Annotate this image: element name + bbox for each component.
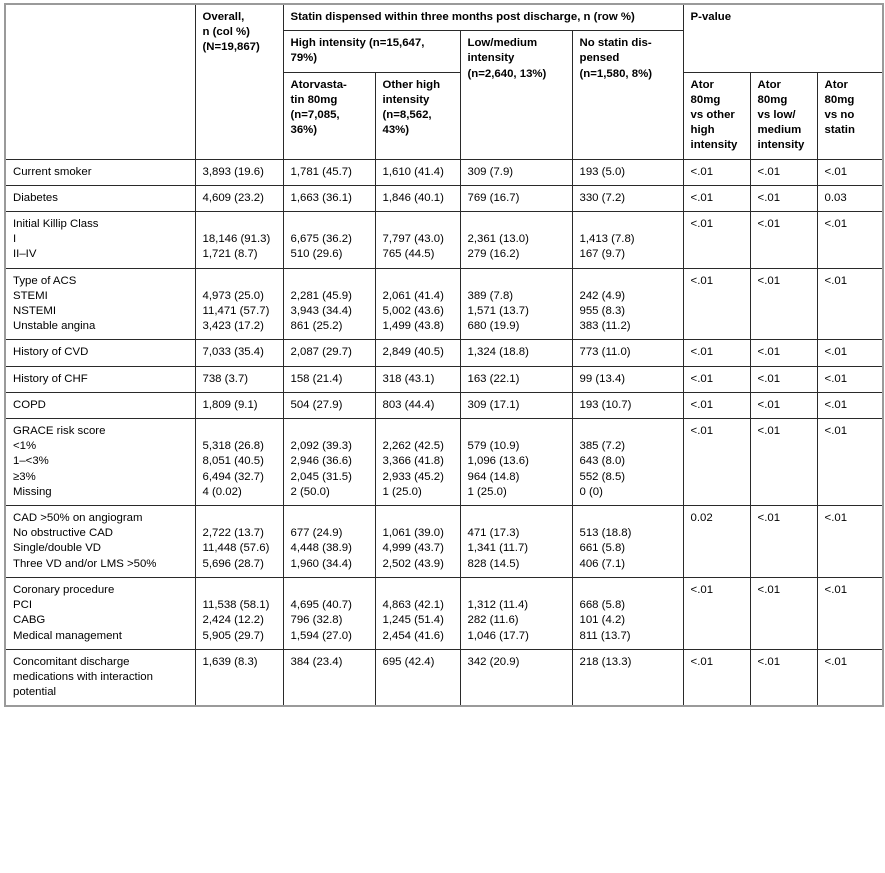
header-no-statin-dispensed bbox=[572, 31, 683, 159]
cell-line: (n=8,562, bbox=[382, 109, 432, 122]
cell-overall-initial-killip-class bbox=[195, 212, 283, 269]
cell-line: Overall, bbox=[202, 11, 245, 23]
cell-pvalue1-grace-risk-score: <.01 bbox=[683, 419, 750, 506]
cell-overall-coronary-procedure bbox=[195, 577, 283, 649]
cell-line: 773 (11.0) bbox=[579, 346, 631, 359]
cell-other-high-cad-50-on-angiogram bbox=[375, 506, 460, 578]
cell-pvalue3-grace-risk-score: <.01 bbox=[817, 419, 883, 506]
cell-line: 695 (42.4) bbox=[382, 655, 435, 668]
cell-line: 955 (8.3) bbox=[579, 305, 626, 318]
cell-line: potential bbox=[13, 686, 57, 699]
row-label-history-of-cvd bbox=[5, 340, 195, 366]
cell-pvalue3-coronary-procedure: <.01 bbox=[817, 577, 883, 649]
cell-line: 796 (32.8) bbox=[290, 614, 343, 627]
table-row bbox=[5, 159, 883, 185]
cell-line: 383 (11.2) bbox=[579, 320, 631, 333]
cell-line: medium bbox=[757, 124, 802, 137]
cell-line: COPD bbox=[13, 398, 46, 411]
cell-line: 2,092 (39.3) bbox=[290, 440, 352, 453]
cell-other-high-history-of-chf bbox=[375, 366, 460, 392]
cell-line: 552 (8.5) bbox=[579, 470, 626, 483]
row-label-initial-killip-class bbox=[5, 212, 195, 269]
cell-pvalue1-type-of-acs: <.01 bbox=[683, 268, 750, 340]
header-pvalue-ator-vs-low-medium bbox=[750, 72, 817, 159]
cell-line: 2 (50.0) bbox=[290, 485, 330, 498]
cell-line: intensity bbox=[382, 93, 430, 106]
header-low-medium-intensity bbox=[460, 31, 572, 159]
cell-line: intensity bbox=[757, 139, 805, 152]
cell-line: 330 (7.2) bbox=[579, 191, 626, 204]
cell-no-statin-type-of-acs bbox=[572, 268, 683, 340]
cell-no-statin-history-of-chf bbox=[572, 366, 683, 392]
cell-line: 3,893 (19.6) bbox=[202, 165, 264, 178]
cell-atorvastatin-diabetes bbox=[283, 185, 375, 211]
cell-line: CAD >50% on angiogram bbox=[13, 512, 143, 525]
cell-line: 3,943 (34.4) bbox=[290, 305, 352, 318]
header-variable-column bbox=[5, 4, 195, 159]
cell-line: Ator bbox=[690, 78, 714, 91]
cell-line: 193 (10.7) bbox=[579, 398, 632, 411]
cell-line: 1,960 (34.4) bbox=[290, 557, 352, 570]
cell-no-statin-cad-50-on-angiogram bbox=[572, 506, 683, 578]
cell-pvalue2-cad-50-on-angiogram: <.01 bbox=[750, 506, 817, 578]
cell-line: 1,324 (18.8) bbox=[467, 346, 529, 359]
cell-line: 1,721 (8.7) bbox=[202, 248, 258, 261]
cell-line: 1,413 (7.8) bbox=[579, 233, 635, 246]
cell-pvalue3-history-of-cvd: <.01 bbox=[817, 340, 883, 366]
cell-line: 769 (16.7) bbox=[467, 191, 520, 204]
cell-line: 1,341 (11.7) bbox=[467, 542, 529, 555]
cell-line: 680 (19.9) bbox=[467, 320, 520, 333]
cell-line: 318 (43.1) bbox=[382, 372, 435, 385]
cell-line: 80mg bbox=[757, 93, 788, 106]
cell-line: 803 (44.4) bbox=[382, 398, 435, 411]
cell-line: Three VD and/or LMS >50% bbox=[13, 557, 157, 570]
cell-line: 513 (18.8) bbox=[579, 527, 632, 540]
cell-line: Diabetes bbox=[13, 191, 58, 204]
cell-overall-diabetes bbox=[195, 185, 283, 211]
cell-line: 1,610 (41.4) bbox=[382, 165, 444, 178]
cell-line: tin 80mg bbox=[290, 93, 338, 106]
cell-other-high-current-smoker bbox=[375, 159, 460, 185]
cell-no-statin-history-of-cvd bbox=[572, 340, 683, 366]
cell-line: (n=1,580, 8%) bbox=[579, 67, 652, 80]
cell-line: Other high bbox=[382, 78, 441, 91]
cell-line: Initial Killip Class bbox=[13, 218, 99, 231]
row-label-grace-risk-score bbox=[5, 419, 195, 506]
cell-line: 1–<3% bbox=[13, 455, 49, 468]
cell-line: 2,454 (41.6) bbox=[382, 629, 444, 642]
cell-overall-history-of-chf bbox=[195, 366, 283, 392]
cell-line: high bbox=[690, 124, 715, 137]
row-label-cad-50-on-angiogram bbox=[5, 506, 195, 578]
cell-low-medium-history-of-cvd bbox=[460, 340, 572, 366]
cell-overall-type-of-acs bbox=[195, 268, 283, 340]
cell-line: 384 (23.4) bbox=[290, 655, 343, 668]
header-pvalue-ator-vs-other-high bbox=[683, 72, 750, 159]
cell-pvalue1-current-smoker: <.01 bbox=[683, 159, 750, 185]
cell-line: intensity bbox=[467, 52, 515, 65]
cell-line: (N=19,867) bbox=[202, 41, 260, 54]
cell-line: 11,538 (58.1) bbox=[202, 599, 270, 612]
cell-line: 1,663 (36.1) bbox=[290, 191, 352, 204]
cell-line: 7,033 (35.4) bbox=[202, 346, 264, 359]
cell-line: CABG bbox=[13, 614, 46, 627]
row-label-type-of-acs bbox=[5, 268, 195, 340]
cell-no-statin-copd bbox=[572, 392, 683, 418]
cell-other-high-concomitant-discharge-medications bbox=[375, 649, 460, 706]
row-label-coronary-procedure bbox=[5, 577, 195, 649]
cell-pvalue3-type-of-acs: <.01 bbox=[817, 268, 883, 340]
cell-line: 1,312 (11.4) bbox=[467, 599, 529, 612]
cell-pvalue3-copd: <.01 bbox=[817, 392, 883, 418]
cell-line: I bbox=[13, 233, 17, 246]
header-row-1 bbox=[5, 4, 883, 31]
cell-atorvastatin-coronary-procedure bbox=[283, 577, 375, 649]
cell-line: 36%) bbox=[290, 124, 318, 137]
cell-line: 2,045 (31.5) bbox=[290, 470, 352, 483]
cell-line: 4,695 (40.7) bbox=[290, 599, 352, 612]
cell-low-medium-grace-risk-score bbox=[460, 419, 572, 506]
cell-line: 828 (14.5) bbox=[467, 557, 520, 570]
cell-pvalue3-diabetes: 0.03 bbox=[817, 185, 883, 211]
cell-line: 765 (44.5) bbox=[382, 248, 435, 261]
cell-line: 1,061 (39.0) bbox=[382, 527, 444, 540]
row-label-concomitant-discharge-medications bbox=[5, 649, 195, 706]
cell-line: 242 (4.9) bbox=[579, 289, 626, 302]
cell-line: medications with interaction bbox=[13, 670, 153, 683]
cell-line: 677 (24.9) bbox=[290, 527, 343, 540]
cell-pvalue2-initial-killip-class: <.01 bbox=[750, 212, 817, 269]
cell-low-medium-type-of-acs bbox=[460, 268, 572, 340]
cell-line: 1,499 (43.8) bbox=[382, 320, 444, 333]
cell-line: 279 (16.2) bbox=[467, 248, 520, 261]
cell-pvalue3-history-of-chf: <.01 bbox=[817, 366, 883, 392]
cell-line: History of CHF bbox=[13, 372, 88, 385]
cell-atorvastatin-concomitant-discharge-medications bbox=[283, 649, 375, 706]
cell-other-high-type-of-acs bbox=[375, 268, 460, 340]
cell-line: 5,002 (43.6) bbox=[382, 305, 444, 318]
cell-line: 4,999 (43.7) bbox=[382, 542, 444, 555]
cell-line: Atorvasta- bbox=[290, 78, 347, 91]
cell-line: 1,809 (9.1) bbox=[202, 398, 258, 411]
cell-line: 2,946 (36.6) bbox=[290, 455, 352, 468]
cell-line: 309 (7.9) bbox=[467, 165, 514, 178]
cell-pvalue2-history-of-chf: <.01 bbox=[750, 366, 817, 392]
cell-line: 2,087 (29.7) bbox=[290, 346, 352, 359]
cell-line: 389 (7.8) bbox=[467, 289, 514, 302]
cell-line: II–IV bbox=[13, 248, 37, 261]
cell-pvalue1-initial-killip-class: <.01 bbox=[683, 212, 750, 269]
cell-line: intensity bbox=[690, 139, 738, 152]
cell-line: 385 (7.2) bbox=[579, 440, 626, 453]
cell-pvalue1-cad-50-on-angiogram: 0.02 bbox=[683, 506, 750, 578]
cell-low-medium-concomitant-discharge-medications bbox=[460, 649, 572, 706]
cell-line: 2,722 (13.7) bbox=[202, 527, 264, 540]
cell-pvalue1-diabetes: <.01 bbox=[683, 185, 750, 211]
cell-line: 4,973 (25.0) bbox=[202, 289, 264, 302]
cell-line: 193 (5.0) bbox=[579, 165, 626, 178]
cell-line: 80mg bbox=[690, 93, 721, 106]
cell-line: vs no bbox=[824, 109, 855, 122]
cell-line: 510 (29.6) bbox=[290, 248, 343, 261]
cell-line: 0 (0) bbox=[579, 485, 603, 498]
cell-pvalue1-copd: <.01 bbox=[683, 392, 750, 418]
cell-line: 2,281 (45.9) bbox=[290, 289, 352, 302]
cell-pvalue2-grace-risk-score: <.01 bbox=[750, 419, 817, 506]
cell-line: 163 (22.1) bbox=[467, 372, 520, 385]
cell-other-high-history-of-cvd bbox=[375, 340, 460, 366]
cell-line: statin bbox=[824, 124, 855, 137]
cell-line: 309 (17.1) bbox=[467, 398, 520, 411]
cell-line: (n=2,640, 13%) bbox=[467, 67, 547, 80]
cell-line: 11,448 (57.6) bbox=[202, 542, 270, 555]
cell-no-statin-current-smoker bbox=[572, 159, 683, 185]
cell-pvalue3-initial-killip-class: <.01 bbox=[817, 212, 883, 269]
cell-line: 2,361 (13.0) bbox=[467, 233, 529, 246]
cell-line: 1 (25.0) bbox=[382, 485, 422, 498]
cell-line: 1,245 (51.4) bbox=[382, 614, 444, 627]
cell-pvalue3-current-smoker: <.01 bbox=[817, 159, 883, 185]
row-label-current-smoker bbox=[5, 159, 195, 185]
cell-low-medium-diabetes bbox=[460, 185, 572, 211]
cell-other-high-coronary-procedure bbox=[375, 577, 460, 649]
cell-atorvastatin-type-of-acs bbox=[283, 268, 375, 340]
cell-pvalue2-current-smoker: <.01 bbox=[750, 159, 817, 185]
cell-line: Current smoker bbox=[13, 165, 92, 178]
cell-pvalue1-concomitant-discharge-medications: <.01 bbox=[683, 649, 750, 706]
cell-pvalue2-history-of-cvd: <.01 bbox=[750, 340, 817, 366]
cell-line: 4 (0.02) bbox=[202, 485, 242, 498]
cell-pvalue1-history-of-cvd: <.01 bbox=[683, 340, 750, 366]
row-label-history-of-chf bbox=[5, 366, 195, 392]
cell-line: 1,846 (40.1) bbox=[382, 191, 444, 204]
cell-line: PCI bbox=[13, 599, 32, 612]
table-row bbox=[5, 577, 883, 649]
cell-line: 964 (14.8) bbox=[467, 470, 520, 483]
cell-line: Type of ACS bbox=[13, 274, 77, 287]
cell-no-statin-diabetes bbox=[572, 185, 683, 211]
cell-line: n (col %) bbox=[202, 26, 250, 39]
table-row bbox=[5, 649, 883, 706]
cell-line: 2,933 (45.2) bbox=[382, 470, 444, 483]
cell-line: Medical management bbox=[13, 629, 122, 642]
cell-line: STEMI bbox=[13, 289, 48, 302]
cell-line: No statin dis- bbox=[579, 37, 652, 50]
cell-line: 11,471 (57.7) bbox=[202, 305, 270, 318]
cell-line: 6,675 (36.2) bbox=[290, 233, 352, 246]
cell-pvalue3-cad-50-on-angiogram: <.01 bbox=[817, 506, 883, 578]
cell-line: 7,797 (43.0) bbox=[382, 233, 444, 246]
cell-line: 2,424 (12.2) bbox=[202, 614, 264, 627]
cell-line: vs low/ bbox=[757, 109, 796, 122]
header-statin-group: Statin dispensed within three months post discharge, n (row %) bbox=[283, 4, 683, 31]
cell-line: 218 (13.3) bbox=[579, 655, 632, 668]
cell-low-medium-current-smoker bbox=[460, 159, 572, 185]
cell-line: 2,061 (41.4) bbox=[382, 289, 444, 302]
cell-atorvastatin-copd bbox=[283, 392, 375, 418]
cell-pvalue2-concomitant-discharge-medications: <.01 bbox=[750, 649, 817, 706]
cell-line: 101 (4.2) bbox=[579, 614, 626, 627]
cell-overall-copd bbox=[195, 392, 283, 418]
cell-no-statin-initial-killip-class bbox=[572, 212, 683, 269]
cell-low-medium-initial-killip-class bbox=[460, 212, 572, 269]
cell-line: 5,905 (29.7) bbox=[202, 629, 264, 642]
cell-line: 2,502 (43.9) bbox=[382, 557, 444, 570]
cell-atorvastatin-current-smoker bbox=[283, 159, 375, 185]
table-row bbox=[5, 212, 883, 269]
table-row bbox=[5, 366, 883, 392]
cell-pvalue2-type-of-acs: <.01 bbox=[750, 268, 817, 340]
cell-line: 1,046 (17.7) bbox=[467, 629, 529, 642]
cell-other-high-diabetes bbox=[375, 185, 460, 211]
cell-other-high-copd bbox=[375, 392, 460, 418]
cell-atorvastatin-history-of-chf bbox=[283, 366, 375, 392]
cell-pvalue1-coronary-procedure: <.01 bbox=[683, 577, 750, 649]
cell-line: Missing bbox=[13, 485, 52, 498]
cell-line: (n=7,085, bbox=[290, 109, 340, 122]
cell-line: 738 (3.7) bbox=[202, 372, 249, 385]
table-row bbox=[5, 340, 883, 366]
cell-line: 282 (11.6) bbox=[467, 614, 519, 627]
cell-line: 2,262 (42.5) bbox=[382, 440, 444, 453]
cell-line: 471 (17.3) bbox=[467, 527, 520, 540]
table-row bbox=[5, 506, 883, 578]
cell-overall-grace-risk-score bbox=[195, 419, 283, 506]
cell-line: 2,849 (40.5) bbox=[382, 346, 444, 359]
cell-other-high-initial-killip-class bbox=[375, 212, 460, 269]
cell-low-medium-coronary-procedure bbox=[460, 577, 572, 649]
cell-line: 80mg bbox=[824, 93, 855, 106]
cell-no-statin-concomitant-discharge-medications bbox=[572, 649, 683, 706]
cell-line: 1,096 (13.6) bbox=[467, 455, 529, 468]
cell-line: vs other bbox=[690, 109, 735, 122]
header-pvalue-group: P-value bbox=[683, 4, 883, 72]
table-row bbox=[5, 392, 883, 418]
cell-line: 3,366 (41.8) bbox=[382, 455, 444, 468]
cell-line: GRACE risk score bbox=[13, 425, 106, 438]
cell-line: 6,494 (32.7) bbox=[202, 470, 264, 483]
cell-line: 661 (5.8) bbox=[579, 542, 626, 555]
cell-overall-concomitant-discharge-medications bbox=[195, 649, 283, 706]
cell-line: 668 (5.8) bbox=[579, 599, 626, 612]
cell-line: 1,639 (8.3) bbox=[202, 655, 258, 668]
table-row bbox=[5, 185, 883, 211]
cell-line: 643 (8.0) bbox=[579, 455, 626, 468]
cell-line: 4,609 (23.2) bbox=[202, 191, 264, 204]
cell-line: Single/double VD bbox=[13, 542, 102, 555]
cell-low-medium-history-of-chf bbox=[460, 366, 572, 392]
cell-line: 579 (10.9) bbox=[467, 440, 520, 453]
cell-line: Low/medium bbox=[467, 37, 538, 50]
cell-other-high-grace-risk-score bbox=[375, 419, 460, 506]
cell-line: ≥3% bbox=[13, 470, 36, 483]
cell-no-statin-coronary-procedure bbox=[572, 577, 683, 649]
cell-line: Coronary procedure bbox=[13, 583, 115, 596]
cell-pvalue3-concomitant-discharge-medications: <.01 bbox=[817, 649, 883, 706]
header-overall bbox=[195, 4, 283, 159]
cell-atorvastatin-cad-50-on-angiogram bbox=[283, 506, 375, 578]
cell-line: 861 (25.2) bbox=[290, 320, 343, 333]
table-row bbox=[5, 268, 883, 340]
cell-pvalue2-coronary-procedure: <.01 bbox=[750, 577, 817, 649]
cell-line: 167 (9.7) bbox=[579, 248, 626, 261]
cell-line: 1,594 (27.0) bbox=[290, 629, 352, 642]
cell-atorvastatin-grace-risk-score bbox=[283, 419, 375, 506]
header-other-high-intensity bbox=[375, 72, 460, 159]
cell-pvalue2-copd: <.01 bbox=[750, 392, 817, 418]
cell-atorvastatin-history-of-cvd bbox=[283, 340, 375, 366]
cell-line: 504 (27.9) bbox=[290, 398, 343, 411]
cell-line: 8,051 (40.5) bbox=[202, 455, 264, 468]
cell-line: 1 (25.0) bbox=[467, 485, 507, 498]
cell-line: Ator bbox=[824, 78, 848, 91]
header-pvalue-ator-vs-no-statin bbox=[817, 72, 883, 159]
cell-line: 811 (13.7) bbox=[579, 629, 631, 642]
cell-overall-current-smoker bbox=[195, 159, 283, 185]
cell-no-statin-grace-risk-score bbox=[572, 419, 683, 506]
cell-pvalue1-history-of-chf: <.01 bbox=[683, 366, 750, 392]
row-label-diabetes bbox=[5, 185, 195, 211]
cell-line: 1,781 (45.7) bbox=[290, 165, 352, 178]
cell-line: 406 (7.1) bbox=[579, 557, 626, 570]
cell-line: 99 (13.4) bbox=[579, 372, 626, 385]
header-high-intensity: High intensity (n=15,647, 79%) bbox=[283, 31, 460, 72]
header-atorvastatin-80mg bbox=[283, 72, 375, 159]
cell-low-medium-copd bbox=[460, 392, 572, 418]
cell-line: 3,423 (17.2) bbox=[202, 320, 264, 333]
cell-line: 158 (21.4) bbox=[290, 372, 343, 385]
cell-atorvastatin-initial-killip-class bbox=[283, 212, 375, 269]
cell-overall-history-of-cvd bbox=[195, 340, 283, 366]
cell-line: pensed bbox=[579, 52, 620, 65]
cell-line: Unstable angina bbox=[13, 320, 96, 333]
cell-line: History of CVD bbox=[13, 346, 89, 359]
cell-line: Ator bbox=[757, 78, 781, 91]
row-label-copd bbox=[5, 392, 195, 418]
cell-overall-cad-50-on-angiogram bbox=[195, 506, 283, 578]
cell-line: 43%) bbox=[382, 124, 410, 137]
cell-low-medium-cad-50-on-angiogram bbox=[460, 506, 572, 578]
baseline-characteristics-table bbox=[4, 3, 884, 707]
cell-line: 342 (20.9) bbox=[467, 655, 520, 668]
cell-line: Concomitant discharge bbox=[13, 655, 130, 668]
cell-pvalue2-diabetes: <.01 bbox=[750, 185, 817, 211]
cell-line: NSTEMI bbox=[13, 305, 57, 318]
cell-line: 1,571 (13.7) bbox=[467, 305, 529, 318]
cell-line: 4,448 (38.9) bbox=[290, 542, 352, 555]
cell-line: <1% bbox=[13, 440, 37, 453]
table-row bbox=[5, 419, 883, 506]
cell-line: No obstructive CAD bbox=[13, 527, 114, 540]
cell-line: 18,146 (91.3) bbox=[202, 233, 271, 246]
cell-line: 5,318 (26.8) bbox=[202, 440, 264, 453]
cell-line: 5,696 (28.7) bbox=[202, 557, 264, 570]
cell-line: 4,863 (42.1) bbox=[382, 599, 444, 612]
